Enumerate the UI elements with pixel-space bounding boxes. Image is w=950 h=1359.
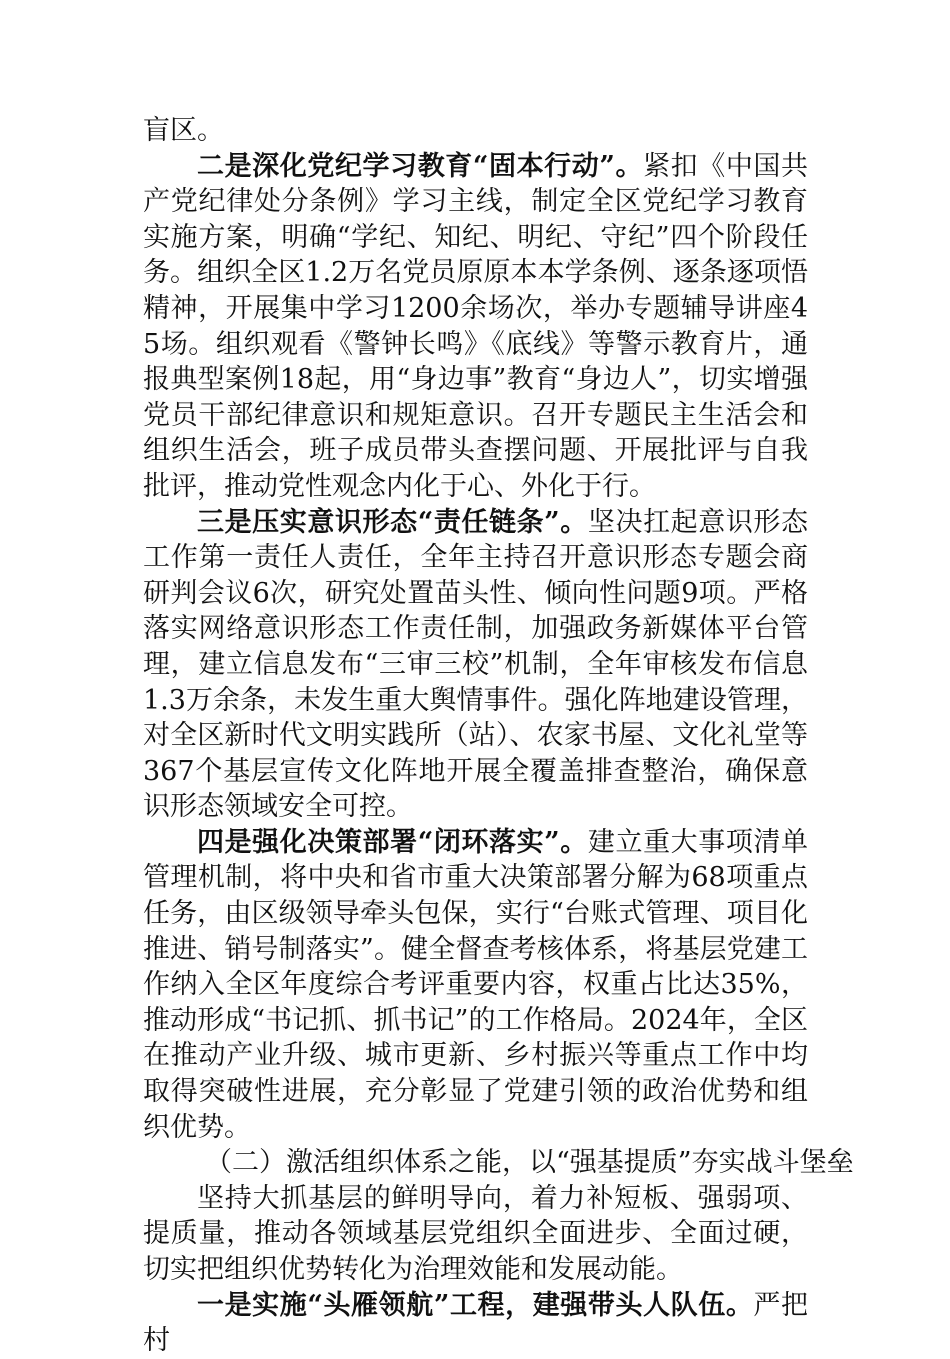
- paragraph-decision-implementation: [143, 825, 808, 1145]
- document-body: [143, 113, 854, 1359]
- paragraph-text: 盲区。: [143, 115, 224, 146]
- paragraph-text: 紧扣《中国共产党纪律处分条例》学习主线，制定全区党纪学习教育实施方案，明确“学纪、知纪、明纪、守纪”四个阶段任务。组织全区1.2万名党员原原本本学条例、逐条逐项悟精神，开展集中学习1200余场次，举办专题辅导讲座45场。组织观看《警钟长鸣》《底线》等警示教育片，通报典型案例18起，用“身边事”教育“身边人”，切实增强党员干部纪律意识和规矩意识。召开专题民主生活会和组织生活会，班子成员带头查摆问题、开展批评与自我批评，推动党性观念内化于心、外化于行。: [143, 150, 809, 502]
- paragraph-text: 建立重大事项清单管理机制，将中央和省市重大决策部署分解为68项重点任务，由区级领导牵头包保，实行“台账式管理、项目化推进、销号制落实”。健全督查考核体系，将基层党建工作纳入全区年度综合考评重要内容，权重占比达35%，推动形成“书记抓、抓书记”的工作格局。2024年，全区在推动产业升级、城市更新、乡村振兴等重点工作中均取得突破性进展，充分彰显了党建引领的政治优势和组织优势。: [143, 826, 809, 1143]
- paragraph-lead: 三是压实意识形态“责任链条”。: [197, 506, 588, 538]
- paragraph-text: 严把村: [143, 1289, 809, 1357]
- paragraph-lead: 二是深化党纪学习教育“固本行动”。: [197, 150, 644, 182]
- paragraph-lead: 四是强化决策部署“闭环落实”。: [197, 826, 588, 858]
- paragraph-ideology: [143, 505, 808, 825]
- paragraph-lead: 一是实施“头雁领航”工程，建强带头人队伍。: [197, 1289, 754, 1321]
- section-heading: （二）激活组织体系之能，以“强基提质”夯实战斗堡垒: [205, 1147, 854, 1179]
- section-intro: 坚持大抓基层的鲜明导向，着力补短板、强弱项、提质量，推动各领域基层党组织全面进步、全面过硬，切实把组织优势转化为治理效能和发展动能。: [143, 1182, 808, 1285]
- paragraph-text: 坚决扛起意识形态工作第一责任人责任，全年主持召开意识形态专题会商研判会议6次，研究处置苗头性、倾向性问题9项。严格落实网络意识形态工作责任制，加强政务新媒体平台管理，建立信息发布“三审三校”机制，全年审核发布信息1.3万余条，未发生重大舆情事件。强化阵地建设管理，对全区新时代文明实践所（站）、农家书屋、文化礼堂等367个基层宣传文化阵地开展全覆盖排查整治，确保意识形态领域安全可控。: [143, 506, 809, 823]
- paragraph-continuation: [143, 113, 808, 149]
- paragraph-leadership-project: [143, 1288, 808, 1359]
- paragraph-party-discipline: [143, 149, 808, 505]
